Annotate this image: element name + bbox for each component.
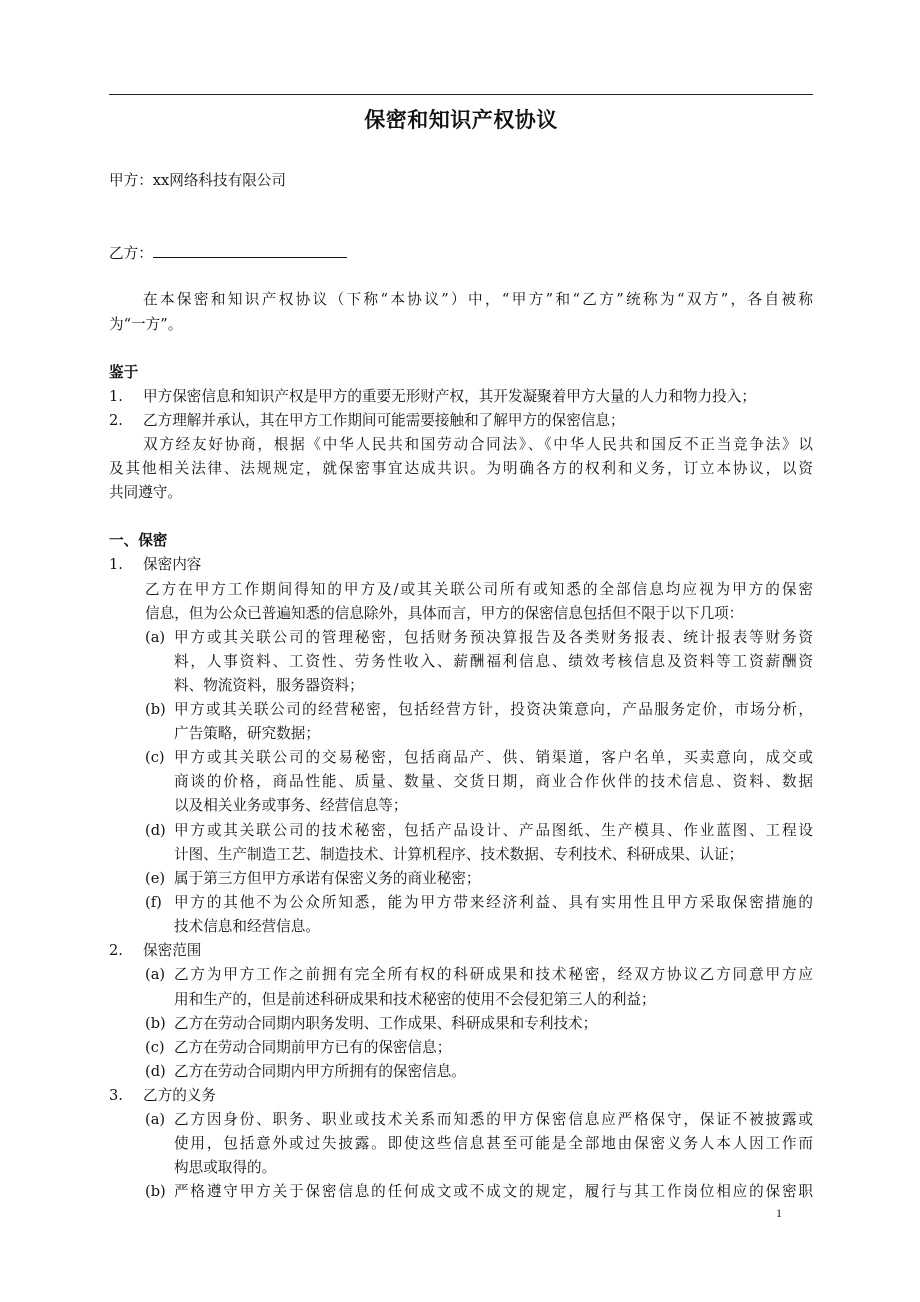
sub-1c-line-1: 甲方或其关联公司的交易秘密，包括商品产、供、销渠道，客户名单，买卖意向，成交或 — [174, 749, 813, 766]
sub-label-2b: (b) — [145, 1015, 166, 1032]
sub-label-3a: (a) — [145, 1111, 166, 1128]
sub-label-3b: (b) — [145, 1183, 166, 1200]
consensus-line-3: 共同遵守。 — [109, 484, 182, 501]
intro-line-1: 在本保密和知识产权协议（下称“本协议”）中，“甲方”和“乙方”统称为“双方”，各自被称 — [143, 291, 813, 308]
party-a: 甲方：xx网络科技有限公司 — [109, 172, 286, 189]
item-3-label: 乙方的义务 — [143, 1087, 216, 1104]
sub-label-1d: (d) — [145, 822, 166, 839]
sub-3b-line-1: 严格遵守甲方关于保密信息的任何成文或不成文的规定，履行与其工作岗位相应的保密职 — [174, 1183, 813, 1200]
party-b-label: 乙方： — [109, 245, 153, 262]
consensus-line-2: 及其他相关法律、法规规定，就保密事宜达成共识。为明确各方的权利和义务，订立本协议，以资 — [109, 460, 813, 477]
sub-2c-line-1: 乙方在劳动合同期前甲方已有的保密信息； — [174, 1039, 452, 1056]
item-1-number: 1. — [109, 556, 123, 573]
sub-label-2d: (d) — [145, 1063, 166, 1080]
sub-label-1e: (e) — [145, 870, 166, 887]
item-2-number: 2. — [109, 942, 123, 959]
intro-line-2: 为“一方”。 — [109, 316, 183, 333]
consensus-line-1: 双方经友好协商，根据《中华人民共和国劳动合同法》、《中华人民共和国反不正当竞争法》以 — [143, 436, 813, 453]
sub-1a-line-3: 料、物流资料，服务器资料； — [174, 677, 364, 694]
sub-2a-line-1: 乙方为甲方工作之前拥有完全所有权的科研成果和技术秘密，经双方协议乙方同意甲方应 — [174, 966, 813, 983]
sub-2b-line-1: 乙方在劳动合同期内职务发明、工作成果、科研成果和专利技术； — [174, 1015, 598, 1032]
sub-2a-line-2: 用和生产的，但是前述科研成果和技术秘密的使用不会侵犯第三人的利益； — [174, 991, 656, 1008]
sub-1a-line-2: 料，人事资料、工资性、劳务性收入、薪酬福利信息、绩效考核信息及资料等工资薪酬资 — [174, 653, 813, 670]
whereas-number-1: 1. — [109, 388, 123, 405]
sub-1b-line-1: 甲方或其关联公司的经营秘密，包括经营方针，投资决策意向，产品服务定价，市场分析， — [174, 701, 813, 718]
whereas-item-2: 乙方理解并承认，其在甲方工作期间可能需要接触和了解甲方的保密信息； — [143, 412, 625, 429]
sub-3a-line-2: 使用，包括意外或过失披露。即使这些信息甚至可能是全部地由保密义务人本人因工作而 — [174, 1135, 813, 1152]
whereas-number-2: 2. — [109, 412, 123, 429]
item-1-desc-line-1: 乙方在甲方工作期间得知的甲方及/或其关联公司所有或知悉的全部信息均应视为甲方的保密 — [145, 581, 813, 598]
sub-label-1f: (f) — [145, 894, 162, 911]
sub-1c-line-2: 商谈的价格，商品性能、质量、数量、交货日期，商业合作伙伴的技术信息、资料、数据 — [174, 773, 813, 790]
item-1-desc-line-2: 信息，但为公众已普遍知悉的信息除外，具体而言，甲方的保密信息包括但不限于以下几项： — [145, 605, 744, 622]
sub-1d-line-2: 计图、生产制造工艺、制造技术、计算机程序、技术数据、专利技术、科研成果、认证； — [174, 846, 744, 863]
sub-label-1b: (b) — [145, 701, 166, 718]
sub-label-1c: (c) — [145, 749, 165, 766]
party-b-blank-line — [153, 243, 347, 258]
sub-1f-line-1: 甲方的其他不为公众所知悉，能为甲方带来经济利益、具有实用性且甲方采取保密措施的 — [174, 894, 813, 911]
sub-1c-line-3: 以及相关业务或事务、经营信息等； — [174, 797, 408, 814]
item-2-label: 保密范围 — [143, 942, 202, 959]
document-title: 保密和知识产权协议 — [364, 108, 558, 132]
item-3-number: 3. — [109, 1087, 123, 1104]
header-rule — [109, 94, 813, 95]
sub-3a-line-3: 构思或取得的。 — [174, 1159, 277, 1176]
sub-label-2a: (a) — [145, 966, 166, 983]
sub-2d-line-1: 乙方在劳动合同期内甲方所拥有的保密信息。 — [174, 1063, 466, 1080]
page-number: 1 — [776, 1206, 782, 1220]
party-b — [109, 243, 347, 264]
sub-label-1a: (a) — [145, 629, 166, 646]
sub-1e-line-1: 属于第三方但甲方承诺有保密义务的商业秘密； — [174, 870, 481, 887]
sub-label-2c: (c) — [145, 1039, 165, 1056]
sub-1a-line-1: 甲方或其关联公司的管理秘密，包括财务预决算报告及各类财务报表、统计报表等财务资 — [174, 629, 813, 646]
sub-1d-line-1: 甲方或其关联公司的技术秘密，包括产品设计、产品图纸、生产模具、作业蓝图、工程设 — [174, 822, 813, 839]
section-1-heading: 一、保密 — [109, 532, 168, 549]
sub-1b-line-2: 广告策略，研究数据； — [174, 725, 320, 742]
sub-3a-line-1: 乙方因身份、职务、职业或技术关系而知悉的甲方保密信息应严格保守，保证不被披露或 — [174, 1111, 813, 1128]
sub-1f-line-2: 技术信息和经营信息。 — [174, 918, 320, 935]
item-1-label: 保密内容 — [143, 556, 202, 573]
whereas-heading: 鉴于 — [109, 364, 139, 381]
whereas-item-1: 甲方保密信息和知识产权是甲方的重要无形财产权，其开发凝聚着甲方大量的人力和物力投入； — [143, 388, 756, 405]
